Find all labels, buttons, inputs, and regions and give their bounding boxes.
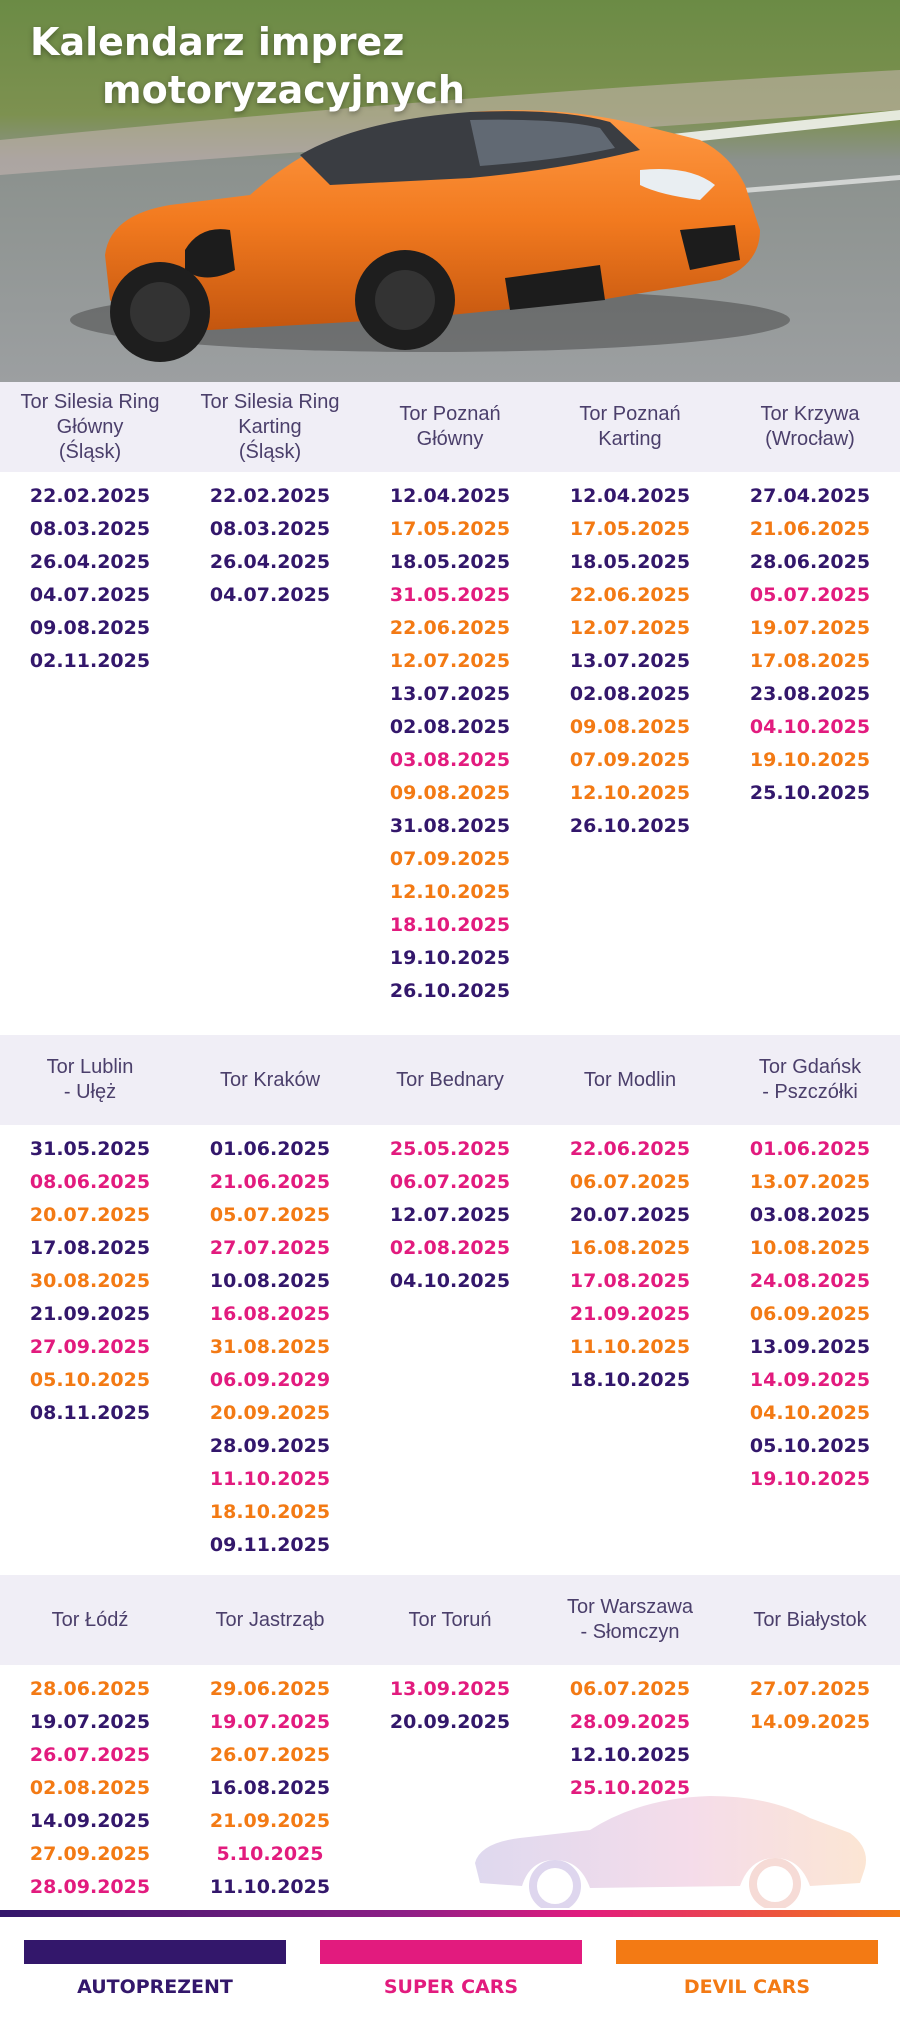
event-date: 28.09.2025 [29, 1876, 151, 1898]
event-date: 04.07.2025 [29, 584, 151, 606]
track-date-list [180, 480, 360, 612]
event-date: 20.07.2025 [29, 1204, 151, 1226]
event-date: 17.08.2025 [569, 1270, 691, 1292]
event-date: 08.03.2025 [209, 518, 331, 540]
event-date: 28.09.2025 [569, 1711, 691, 1733]
event-date: 03.08.2025 [749, 1204, 871, 1226]
event-date: 14.09.2025 [749, 1369, 871, 1391]
event-date: 22.06.2025 [569, 584, 691, 606]
event-date: 28.09.2025 [209, 1435, 331, 1457]
legend-divider [0, 1910, 900, 1917]
track-header-row [0, 382, 900, 472]
event-date: 19.10.2025 [389, 947, 511, 969]
event-date: 25.10.2025 [569, 1777, 691, 1799]
legend-label: DEVIL CARS [683, 1976, 811, 1998]
event-date: 12.07.2025 [389, 650, 511, 672]
event-date: 27.09.2025 [29, 1336, 151, 1358]
event-date: 08.03.2025 [29, 518, 151, 540]
event-date: 22.06.2025 [569, 1138, 691, 1160]
event-date: 24.08.2025 [749, 1270, 871, 1292]
track-name: Tor Łódź [51, 1608, 129, 1631]
track-date-list [0, 1133, 180, 1430]
event-date: 12.07.2025 [569, 617, 691, 639]
event-date: 19.07.2025 [749, 617, 871, 639]
event-date: 13.09.2025 [389, 1678, 511, 1700]
event-date: 13.07.2025 [569, 650, 691, 672]
event-date: 31.08.2025 [389, 815, 511, 837]
track-date-list [180, 1133, 360, 1562]
page-title-line-2: motoryzacyjnych [102, 68, 465, 112]
event-date: 12.07.2025 [389, 1204, 511, 1226]
event-date: 29.06.2025 [209, 1678, 331, 1700]
event-date: 12.10.2025 [569, 1744, 691, 1766]
event-date: 13.07.2025 [749, 1171, 871, 1193]
event-date: 10.08.2025 [749, 1237, 871, 1259]
event-date: 23.08.2025 [749, 683, 871, 705]
page-title-line-1: Kalendarz imprez [30, 20, 405, 64]
track-name: Tor Krzywa (Wrocław) [760, 403, 860, 450]
event-date: 27.09.2025 [29, 1843, 151, 1865]
track-date-list [720, 1673, 900, 1739]
event-date: 21.06.2025 [749, 518, 871, 540]
event-date: 22.06.2025 [389, 617, 511, 639]
track-name: Tor Toruń [408, 1608, 492, 1631]
track-date-list [360, 1673, 540, 1739]
event-date: 19.10.2025 [749, 1468, 871, 1490]
event-date: 04.07.2025 [209, 584, 331, 606]
event-date: 07.09.2025 [569, 749, 691, 771]
track-name: Tor Poznań Karting [579, 403, 681, 450]
track-date-list [720, 480, 900, 810]
event-date: 31.05.2025 [389, 584, 511, 606]
track-name: Tor Modlin [583, 1068, 677, 1091]
event-date: 20.09.2025 [389, 1711, 511, 1733]
event-date: 26.07.2025 [29, 1744, 151, 1766]
track-name: Tor Białystok [753, 1608, 867, 1631]
track-date-list [540, 1133, 720, 1397]
legend-label: AUTOPREZENT [77, 1976, 233, 1998]
track-name: Tor Jastrząb [215, 1608, 325, 1631]
event-date: 16.08.2025 [209, 1777, 331, 1799]
car-watermark-icon [470, 1788, 870, 1908]
page-title [30, 18, 465, 114]
event-date: 27.07.2025 [749, 1678, 871, 1700]
event-date: 27.07.2025 [209, 1237, 331, 1259]
event-date: 06.07.2025 [569, 1171, 691, 1193]
event-date: 08.06.2025 [29, 1171, 151, 1193]
track-name: Tor Gdańsk - Pszczółki [758, 1056, 862, 1103]
event-date: 31.08.2025 [209, 1336, 331, 1358]
event-date: 18.05.2025 [569, 551, 691, 573]
event-date: 28.06.2025 [749, 551, 871, 573]
event-date: 12.10.2025 [389, 881, 511, 903]
event-date: 10.08.2025 [209, 1270, 331, 1292]
track-date-list [360, 480, 540, 1008]
event-date: 14.09.2025 [29, 1810, 151, 1832]
event-date: 13.07.2025 [389, 683, 511, 705]
event-date: 04.10.2025 [389, 1270, 511, 1292]
event-date: 11.10.2025 [569, 1336, 691, 1358]
event-date: 06.07.2025 [389, 1171, 511, 1193]
event-date: 16.08.2025 [209, 1303, 331, 1325]
event-date: 02.08.2025 [29, 1777, 151, 1799]
event-date: 04.10.2025 [749, 1402, 871, 1424]
track-date-list [540, 1673, 720, 1805]
event-date: 09.08.2025 [29, 617, 151, 639]
event-date: 27.04.2025 [749, 485, 871, 507]
track-name: Tor Silesia Ring Karting (Śląsk) [200, 390, 340, 463]
event-date: 04.10.2025 [749, 716, 871, 738]
event-date: 28.06.2025 [29, 1678, 151, 1700]
track-name: Tor Lublin - Ułęż [46, 1056, 134, 1103]
track-name: Tor Silesia Ring Główny (Śląsk) [20, 390, 160, 463]
event-date: 19.10.2025 [749, 749, 871, 771]
event-date: 21.06.2025 [209, 1171, 331, 1193]
event-date: 26.07.2025 [209, 1744, 331, 1766]
legend-label: SUPER CARS [383, 1976, 519, 1998]
event-date: 09.08.2025 [389, 782, 511, 804]
event-date: 21.09.2025 [29, 1303, 151, 1325]
event-date: 03.08.2025 [389, 749, 511, 771]
event-date: 26.04.2025 [209, 551, 331, 573]
legend-swatch [616, 1940, 878, 1964]
event-date: 18.10.2025 [389, 914, 511, 936]
event-date: 02.08.2025 [389, 1237, 511, 1259]
track-date-list [180, 1673, 360, 1904]
event-date: 5.10.2025 [216, 1843, 324, 1865]
event-date: 18.10.2025 [209, 1501, 331, 1523]
event-date: 09.08.2025 [569, 716, 691, 738]
track-date-list [360, 1133, 540, 1298]
event-date: 14.09.2025 [749, 1711, 871, 1733]
event-date: 12.10.2025 [569, 782, 691, 804]
track-date-list [0, 480, 180, 678]
event-date: 21.09.2025 [209, 1810, 331, 1832]
track-name: Tor Poznań Główny [399, 403, 501, 450]
event-date: 01.06.2025 [749, 1138, 871, 1160]
event-date: 11.10.2025 [209, 1876, 331, 1898]
event-date: 05.10.2025 [749, 1435, 871, 1457]
event-date: 06.09.2025 [749, 1303, 871, 1325]
event-date: 25.10.2025 [749, 782, 871, 804]
event-date: 22.02.2025 [29, 485, 151, 507]
event-date: 02.08.2025 [389, 716, 511, 738]
event-date: 05.07.2025 [749, 584, 871, 606]
event-date: 26.10.2025 [389, 980, 511, 1002]
event-date: 07.09.2025 [389, 848, 511, 870]
event-date: 08.11.2025 [29, 1402, 151, 1424]
event-date: 11.10.2025 [209, 1468, 331, 1490]
event-date: 22.02.2025 [209, 485, 331, 507]
track-name: Tor Warszawa - Słomczyn [567, 1596, 693, 1643]
event-date: 25.05.2025 [389, 1138, 511, 1160]
track-header-row [0, 1575, 900, 1665]
event-date: 17.05.2025 [389, 518, 511, 540]
event-date: 09.11.2025 [209, 1534, 331, 1556]
event-date: 05.10.2025 [29, 1369, 151, 1391]
track-header-row [0, 1035, 900, 1125]
event-date: 17.08.2025 [29, 1237, 151, 1259]
track-date-list [0, 1673, 180, 1904]
event-date: 20.09.2025 [209, 1402, 331, 1424]
event-date: 21.09.2025 [569, 1303, 691, 1325]
hero-banner [0, 0, 900, 382]
event-date: 31.05.2025 [29, 1138, 151, 1160]
event-date: 30.08.2025 [29, 1270, 151, 1292]
event-date: 19.07.2025 [29, 1711, 151, 1733]
event-date: 05.07.2025 [209, 1204, 331, 1226]
event-date: 02.08.2025 [569, 683, 691, 705]
legend-swatch [320, 1940, 582, 1964]
track-name: Tor Kraków [219, 1068, 321, 1091]
event-date: 19.07.2025 [209, 1711, 331, 1733]
event-date: 02.11.2025 [29, 650, 151, 672]
event-date: 06.09.2029 [209, 1369, 331, 1391]
event-date: 20.07.2025 [569, 1204, 691, 1226]
track-name: Tor Bednary [396, 1068, 504, 1091]
track-date-list [720, 1133, 900, 1496]
event-date: 26.04.2025 [29, 551, 151, 573]
event-date: 12.04.2025 [389, 485, 511, 507]
event-date: 18.10.2025 [569, 1369, 691, 1391]
event-date: 01.06.2025 [209, 1138, 331, 1160]
event-date: 17.05.2025 [569, 518, 691, 540]
event-date: 17.08.2025 [749, 650, 871, 672]
event-date: 06.07.2025 [569, 1678, 691, 1700]
event-date: 12.04.2025 [569, 485, 691, 507]
event-date: 16.08.2025 [569, 1237, 691, 1259]
event-date: 13.09.2025 [749, 1336, 871, 1358]
event-date: 26.10.2025 [569, 815, 691, 837]
track-date-list [540, 480, 720, 843]
event-date: 18.05.2025 [389, 551, 511, 573]
legend-swatch [24, 1940, 286, 1964]
